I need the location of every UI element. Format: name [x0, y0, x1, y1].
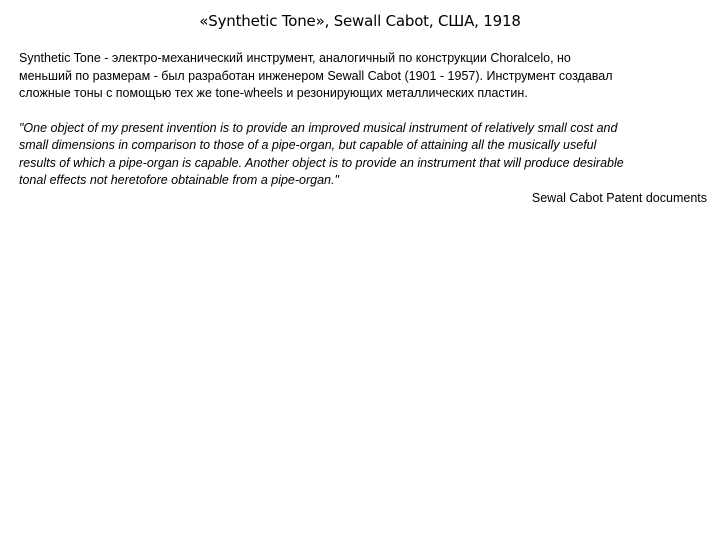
quote-line: tonal effects not heretofore obtainable from a pipe-organ.": [19, 173, 339, 187]
body-text: [19, 50, 709, 207]
intro-line: Synthetic Tone - электро-механический инструмент, аналогичный по конструкции Choralcelo, но: [19, 51, 571, 65]
slide-title: «Synthetic Tone», Sewall Cabot, США, 1918: [199, 12, 521, 30]
intro-line: сложные тоны с помощью тех же tone-wheels и резонирующих металлических пластин.: [19, 86, 528, 100]
quote-line: "One object of my present invention is to provide an improved musical instrument of relatively small cost and: [19, 120, 618, 135]
quote-line: results of which a pipe-organ is capable. Another object is to provide an instrument that will produce desirable: [19, 155, 624, 170]
intro-line: меньший по размерам - был разработан инженером Sewall Cabot (1901 - 1957). Инструмент создавал: [19, 68, 613, 83]
quote-line: small dimensions in comparison to those of a pipe-organ, but capable of attaining all the musically useful: [19, 138, 597, 152]
quote-source: Sewal Cabot Patent documents: [531, 190, 707, 205]
intro-paragraph: [19, 50, 709, 103]
patent-quote: [19, 120, 709, 190]
